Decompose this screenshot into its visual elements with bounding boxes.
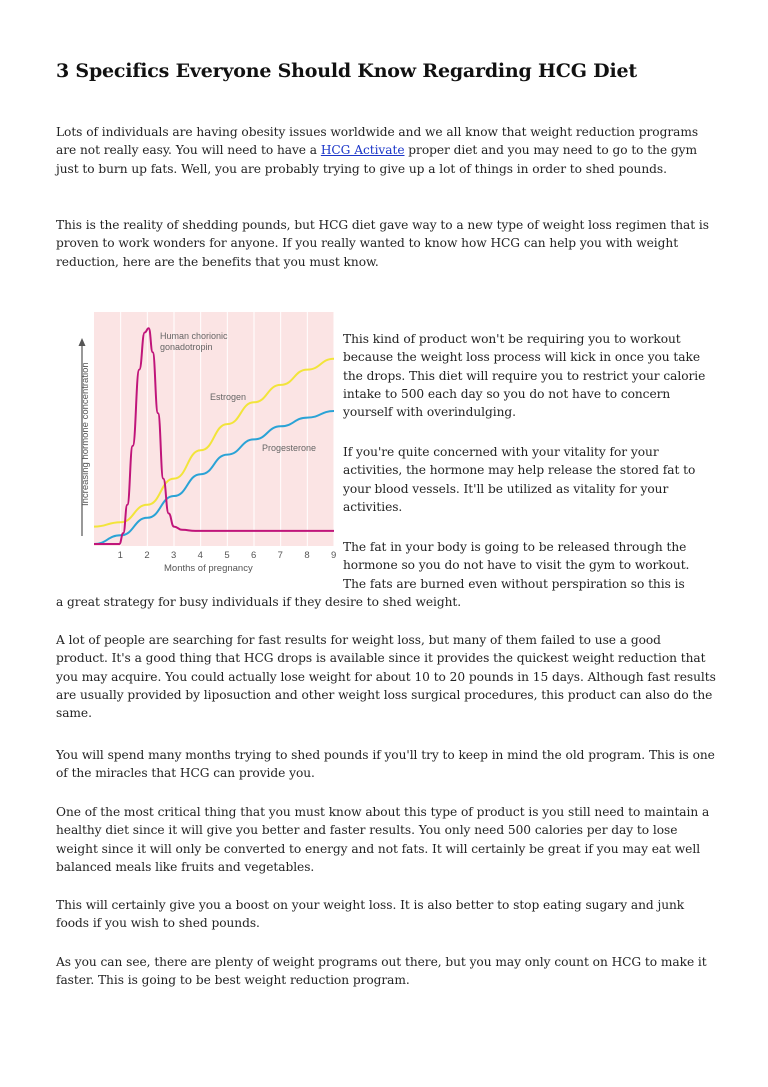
x-tick-labels (118, 550, 337, 561)
paragraph-healthy-diet: One of the most critical thing that you must know about this type of product is you still need to maintain a healthy diet since it will give you better and faster results. You only need 500 calories per day to lose weight since it will only be converted to energy and not fats. It will certainly be great if you may eat well balanced meals like fruits and vegetables. (56, 805, 710, 874)
y-axis-label: Increasing hormone concentration (80, 362, 91, 506)
x-tick-label-4: 4 (197, 550, 203, 561)
paragraph-conclusion: As you can see, there are plenty of weight programs out there, but you may only count on HCG to make it faster. This is going to be best weight reduction program. (56, 955, 707, 988)
paragraph-no-workout: This kind of product won't be requiring you to workout because the weight loss process will kick in once you take the drops. This diet will require you to restrict your calorie intake to 500 each day so you do not have to concern yourself with overindulging. (343, 332, 706, 420)
paragraph-reality: This is the reality of shedding pounds, but HCG diet gave way to a new type of weight loss regimen that is proven to work wonders for anyone. If you really wanted to know how HCG can help you with weight reduction, here are the benefits that you must know. (56, 218, 709, 269)
x-tick-label-1: 1 (117, 550, 123, 561)
paragraph-fat-release-continued: a great strategy for busy individuals if they desire to shed weight. (56, 595, 462, 609)
x-tick-label-3: 3 (171, 550, 177, 561)
paragraph-boost: This will certainly give you a boost on your weight loss. It is also better to stop eating sugary and junk foods if you wish to shed pounds. (56, 898, 685, 931)
paragraph-vitality: If you're quite concerned with your vitality for your activities, the hormone may help release the stored fat to your blood vessels. It'll be utilized as vitality for your activities. (343, 445, 696, 514)
x-tick-label-2: 2 (144, 550, 150, 561)
paragraph-intro (56, 123, 716, 178)
paragraph-intro-text-after: proper diet and you may need to go to the gym just to burn up fats. Well, you are probably trying to give up a lot of things in order to shed pounds. (56, 143, 697, 176)
hormone-chart (64, 308, 342, 582)
hcg-activate-link[interactable]: HCG Activate (320, 143, 405, 158)
x-axis-label: Months of pregnancy (164, 563, 253, 574)
x-tick-label-7: 7 (277, 550, 283, 561)
hcg-series-label-line2: gonadotropin (160, 342, 213, 352)
x-tick-label-8: 8 (304, 550, 310, 561)
paragraph-old-program: You will spend many months trying to shed pounds if you'll try to keep in mind the old program. This is one of the miracles that HCG can provide you. (56, 748, 715, 781)
hormone-chart-figure (64, 308, 342, 582)
hcg-series-label-line1: Human chorionic (160, 331, 228, 341)
paragraph-intro-text-before: Lots of individuals are having obesity issues worldwide and we all know that weight reduction programs are not really easy. You will need to have a (56, 125, 699, 158)
chart-plot-background (94, 312, 334, 546)
x-tick-label-6: 6 (251, 550, 257, 561)
x-tick-label-5: 5 (224, 550, 230, 561)
estrogen-series-label: Estrogen (210, 392, 247, 402)
progesterone-series-label: Progesterone (262, 443, 317, 453)
page-title: 3 Specifics Everyone Should Know Regarding HCG Diet (56, 60, 637, 82)
y-axis-arrowhead (79, 338, 86, 346)
x-tick-label-9: 9 (331, 550, 337, 561)
paragraph-fat-release: The fat in your body is going to be released through the hormone so you do not have to visit the gym to workout. The fats are burned even without perspiration so this is (343, 540, 690, 591)
paragraph-fast-results: A lot of people are searching for fast results for weight loss, but many of them failed to use a good product. It's a good thing that HCG drops is available since it provides the quickest weight reduction that you may acquire. You could actually lose weight for about 10 to 20 pounds in 15 days. Although fast results are usually provided by liposuction and other weight loss surgical procedures, this product can also do the same. (56, 633, 716, 721)
